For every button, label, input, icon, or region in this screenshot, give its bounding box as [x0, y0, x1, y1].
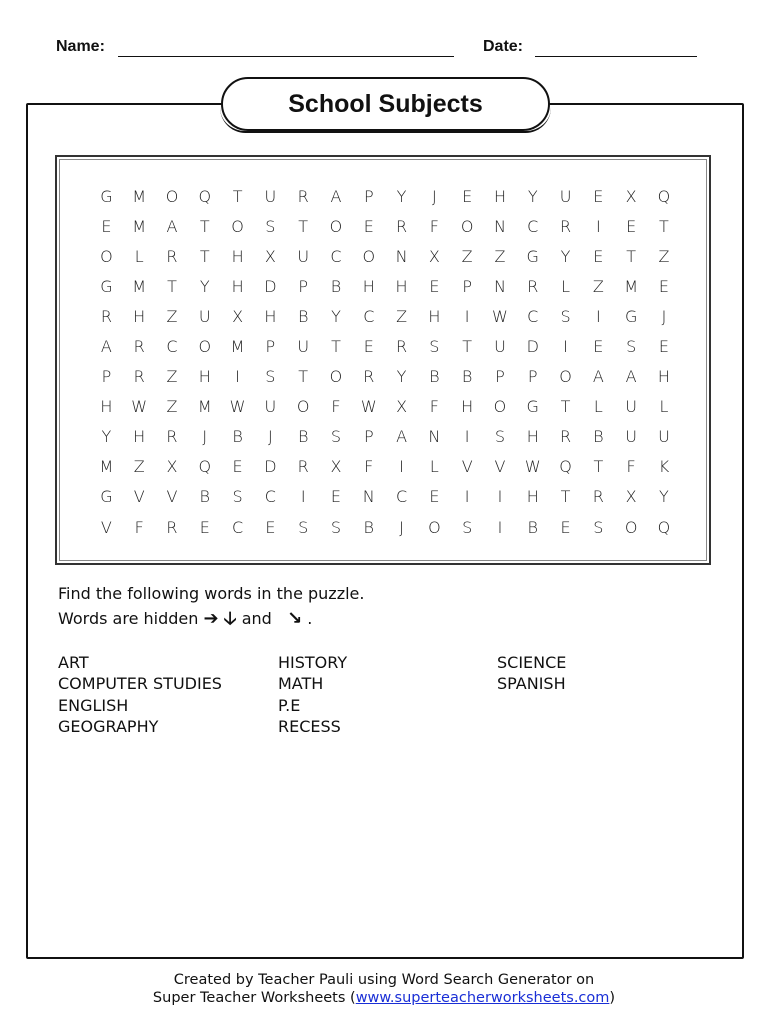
grid-letter: R: [297, 186, 309, 206]
instructions-period: .: [307, 609, 313, 628]
grid-letter: O: [428, 517, 441, 537]
grid-letter: S: [429, 337, 440, 357]
grid-letter: H: [526, 427, 539, 447]
grid-letter: F: [429, 216, 439, 236]
grid-letter: Z: [461, 246, 473, 266]
grid-letter: T: [462, 337, 473, 357]
grid-letter: I: [300, 487, 306, 507]
grid-letter: E: [462, 186, 473, 206]
name-label: Name:: [56, 38, 105, 55]
grid-letter: H: [461, 397, 474, 417]
grid-letter: M: [624, 276, 639, 296]
grid-letter: R: [559, 216, 572, 236]
grid-letter: R: [166, 246, 178, 266]
grid-letter: Z: [166, 306, 178, 326]
grid-letter: A: [592, 367, 604, 387]
grid-letter: P: [527, 367, 538, 387]
word-item: SCIENCE: [497, 653, 567, 672]
grid-letter: B: [232, 427, 243, 447]
word-item: HISTORY: [278, 653, 348, 672]
grid-letter: Z: [166, 367, 178, 387]
grid-letter: S: [593, 517, 604, 537]
grid-letter: O: [329, 216, 343, 236]
grid-row: [90, 301, 680, 331]
grid-letter: O: [624, 517, 638, 537]
grid-letter: X: [396, 397, 408, 417]
grid-row: [90, 482, 680, 512]
footer-link[interactable]: www.superteacherworksheets.com: [355, 990, 610, 1006]
grid-letter: T: [659, 216, 669, 236]
grid-letter: L: [134, 246, 144, 266]
grid-row: [90, 271, 680, 301]
grid-letter: M: [132, 276, 147, 296]
grid-letter: H: [133, 427, 146, 447]
grid-row: [90, 422, 680, 452]
grid-letter: H: [362, 276, 375, 296]
grid-letter: X: [264, 246, 276, 266]
grid-letter: E: [593, 186, 604, 206]
grid-letter: Y: [659, 487, 669, 507]
grid-letter: O: [493, 397, 507, 417]
grid-letter: T: [167, 276, 177, 296]
grid-letter: B: [363, 517, 375, 537]
grid-letter: W: [524, 457, 541, 477]
grid-letter: R: [396, 216, 408, 236]
grid-letter: H: [428, 306, 441, 326]
grid-letter: N: [428, 427, 441, 447]
grid-letter: E: [626, 216, 637, 236]
grid-letter: X: [232, 306, 244, 326]
grid-letter: H: [231, 276, 244, 296]
grid-letter: I: [595, 216, 601, 236]
grid-letter: Q: [198, 457, 212, 477]
grid-letter: M: [197, 397, 212, 417]
grid-letter: C: [330, 246, 342, 266]
grid-letter: B: [429, 367, 440, 387]
grid-letter: S: [626, 337, 637, 357]
word-list-column-3: [497, 652, 566, 695]
grid-letter: O: [559, 367, 572, 387]
grid-letter: E: [593, 246, 604, 266]
grid-letter: C: [527, 216, 539, 236]
grid-letter: H: [526, 487, 539, 507]
grid-letter: K: [658, 457, 670, 477]
grid-letter: H: [100, 397, 113, 417]
word-item: COMPUTER STUDIES: [58, 674, 222, 694]
grid-letter: O: [460, 216, 474, 236]
grid-letter: A: [396, 427, 408, 447]
grid-letter: O: [100, 246, 113, 266]
grid-letter: I: [497, 517, 503, 537]
grid-letter: H: [395, 276, 408, 296]
grid-letter: T: [560, 397, 571, 417]
grid-letter: C: [363, 306, 375, 326]
grid-letter: H: [133, 306, 146, 326]
grid-letter: T: [199, 216, 210, 236]
grid-letter: Z: [133, 457, 145, 477]
grid-letter: R: [363, 367, 375, 387]
grid-letter: I: [595, 306, 601, 326]
grid-letter: M: [230, 337, 245, 357]
grid-letter: M: [132, 186, 147, 206]
grid-letter: I: [235, 367, 240, 387]
grid-letter: J: [661, 306, 667, 326]
grid-letter: Z: [658, 246, 670, 266]
grid-letter: E: [232, 457, 243, 477]
grid-letter: B: [461, 367, 473, 387]
grid-letter: P: [363, 427, 374, 447]
grid-letter: I: [399, 457, 404, 477]
grid-letter: W: [492, 306, 508, 326]
grid-letter: E: [265, 517, 276, 537]
grid-letter: S: [560, 306, 571, 326]
grid-letter: S: [298, 517, 309, 537]
grid-letter: R: [100, 306, 112, 326]
word-item: P.E: [278, 695, 301, 715]
grid-letter: T: [199, 246, 210, 266]
header-row: [0, 38, 768, 62]
date-label: Date:: [483, 38, 524, 55]
grid-letter: Z: [494, 246, 506, 266]
grid-row: [90, 331, 680, 361]
grid-letter: L: [593, 397, 603, 417]
grid-letter: Y: [560, 246, 571, 266]
grid-letter: S: [265, 367, 276, 387]
grid-letter: I: [464, 487, 470, 507]
grid-letter: V: [461, 457, 473, 477]
grid-letter: R: [297, 457, 309, 477]
grid-letter: T: [298, 367, 309, 387]
grid-letter: P: [101, 367, 112, 387]
grid-letter: P: [298, 276, 308, 296]
instructions-line-1: Find the following words in the puzzle.: [58, 584, 365, 603]
grid-letter: W: [360, 397, 377, 417]
grid-letter: B: [297, 306, 309, 326]
grid-letter: N: [395, 246, 408, 266]
grid-letter: J: [268, 427, 273, 447]
grid-letter: W: [131, 397, 148, 417]
grid-row: [90, 362, 680, 392]
grid-letter: E: [658, 337, 669, 357]
grid-letter: R: [592, 487, 604, 507]
grid-letter: Q: [559, 457, 572, 477]
grid-letter: Y: [331, 306, 341, 326]
grid-letter: N: [362, 487, 375, 507]
grid-letter: F: [429, 397, 439, 417]
grid-letter: P: [462, 276, 472, 296]
grid-letter: U: [297, 246, 310, 266]
grid-letter: Q: [657, 517, 671, 537]
grid-letter: W: [229, 397, 246, 417]
grid-letter: Y: [199, 276, 210, 296]
grid-letter: U: [198, 306, 211, 326]
grid-letter: P: [495, 367, 505, 387]
instructions-and: and: [241, 609, 272, 628]
grid-letter: O: [165, 186, 179, 206]
grid-letter: O: [362, 246, 376, 266]
word-item: ART: [58, 653, 89, 672]
grid-letter: E: [363, 216, 374, 236]
grid-letter: R: [133, 337, 145, 357]
grid-letter: J: [399, 517, 404, 537]
word-item: RECESS: [278, 716, 341, 736]
footer-line-1: Created by Teacher Pauli using Word Search Generator on: [173, 972, 595, 988]
grid-letter: Y: [527, 186, 538, 206]
grid-letter: T: [298, 216, 309, 236]
grid-row: [90, 512, 680, 542]
grid-letter: X: [166, 457, 178, 477]
footer-suffix: ): [609, 990, 616, 1006]
grid-letter: B: [297, 427, 309, 447]
grid-letter: H: [198, 367, 211, 387]
grid-letter: O: [198, 337, 212, 357]
grid-letter: U: [658, 427, 670, 447]
grid-letter: V: [100, 517, 112, 537]
grid-letter: R: [166, 427, 178, 447]
word-search-grid: [90, 181, 680, 542]
grid-letter: E: [199, 517, 210, 537]
grid-letter: E: [363, 337, 374, 357]
grid-letter: A: [330, 186, 342, 206]
grid-letter: R: [133, 367, 145, 387]
word-item: ENGLISH: [58, 695, 129, 715]
grid-letter: E: [593, 337, 604, 357]
grid-row: [90, 452, 680, 482]
grid-letter: X: [330, 457, 342, 477]
grid-letter: A: [100, 337, 112, 357]
grid-letter: V: [133, 487, 145, 507]
grid-letter: D: [264, 457, 277, 477]
grid-letter: X: [625, 186, 637, 206]
grid-letter: P: [265, 337, 276, 357]
grid-letter: C: [395, 487, 408, 507]
grid-letter: F: [364, 457, 374, 477]
grid-letter: E: [101, 216, 112, 236]
grid-letter: S: [494, 427, 506, 447]
grid-letter: Q: [198, 186, 212, 206]
grid-letter: Q: [657, 186, 671, 206]
grid-letter: O: [296, 397, 310, 417]
grid-letter: U: [264, 186, 277, 206]
grid-letter: V: [494, 457, 506, 477]
grid-letter: X: [625, 487, 637, 507]
grid-letter: H: [493, 186, 506, 206]
grid-letter: G: [100, 186, 113, 206]
footer-prefix: Super Teacher Worksheets (: [152, 990, 356, 1006]
grid-letter: C: [232, 517, 244, 537]
grid-letter: J: [432, 186, 437, 206]
grid-letter: R: [527, 276, 539, 296]
grid-letter: S: [330, 517, 342, 537]
grid-letter: U: [297, 337, 310, 357]
grid-letter: Y: [396, 367, 407, 387]
grid-letter: I: [497, 487, 503, 507]
grid-letter: C: [264, 487, 276, 507]
grid-letter: U: [625, 427, 637, 447]
grid-letter: S: [462, 517, 473, 537]
grid-letter: S: [330, 427, 342, 447]
grid-letter: L: [561, 276, 571, 296]
grid-letter: I: [563, 337, 568, 357]
grid-letter: H: [657, 367, 670, 387]
grid-letter: B: [527, 517, 538, 537]
grid-letter: D: [526, 337, 539, 357]
grid-letter: R: [396, 337, 408, 357]
grid-letter: Z: [396, 306, 408, 326]
grid-letter: G: [526, 246, 539, 266]
grid-letter: E: [658, 276, 669, 296]
grid-letter: L: [429, 457, 439, 477]
grid-letter: F: [331, 397, 341, 417]
grid-letter: T: [593, 457, 604, 477]
word-list-column-1: [58, 652, 222, 737]
grid-letter: U: [559, 186, 572, 206]
grid-letter: V: [166, 487, 178, 507]
grid-letter: E: [330, 487, 342, 507]
grid-row: [90, 392, 680, 422]
grid-letter: A: [166, 216, 178, 236]
grid-letter: F: [134, 517, 144, 537]
grid-letter: I: [464, 306, 470, 326]
arrow-down-right-icon: ↘: [287, 608, 303, 629]
instructions-prefix: Words are hidden: [58, 609, 199, 628]
grid-letter: X: [428, 246, 440, 266]
grid-letter: P: [363, 186, 374, 206]
grid-letter: T: [626, 246, 637, 266]
grid-letter: U: [625, 397, 637, 417]
grid-letter: M: [99, 457, 114, 477]
date-field-line[interactable]: [535, 56, 697, 57]
grid-letter: E: [429, 276, 440, 296]
grid-letter: B: [593, 427, 604, 447]
grid-letter: R: [166, 517, 178, 537]
grid-letter: Y: [101, 427, 112, 447]
grid-letter: Z: [592, 276, 604, 296]
page-title: School Subjects: [221, 77, 550, 131]
grid-letter: A: [625, 367, 637, 387]
grid-letter: B: [199, 487, 211, 507]
name-field-line[interactable]: [118, 56, 454, 57]
grid-letter: E: [429, 487, 440, 507]
grid-letter: G: [624, 306, 638, 326]
grid-row: [90, 181, 680, 211]
word-list-column-2: [278, 652, 347, 737]
grid-letter: O: [231, 216, 244, 236]
grid-row: [90, 241, 680, 271]
grid-letter: M: [132, 216, 147, 236]
grid-letter: C: [166, 337, 178, 357]
grid-letter: G: [526, 397, 539, 417]
word-item: GEOGRAPHY: [58, 716, 159, 736]
grid-letter: C: [527, 306, 539, 326]
grid-letter: G: [100, 487, 113, 507]
footer-line-2: [0, 990, 768, 1006]
grid-letter: N: [493, 216, 506, 236]
grid-letter: J: [202, 427, 208, 447]
grid-letter: I: [464, 427, 470, 447]
arrow-right-icon: ➔: [203, 608, 219, 629]
grid-letter: N: [493, 276, 506, 296]
instructions-line-2: [58, 606, 312, 636]
grid-letter: T: [232, 186, 243, 206]
grid-letter: U: [494, 337, 506, 357]
grid-letter: G: [100, 276, 113, 296]
grid-letter: B: [330, 276, 342, 296]
grid-letter: Y: [396, 186, 407, 206]
grid-letter: E: [560, 517, 571, 537]
grid-letter: T: [331, 337, 341, 357]
grid-row: [90, 211, 680, 241]
grid-letter: Z: [166, 397, 178, 417]
grid-letter: H: [231, 246, 244, 266]
grid-letter: R: [559, 427, 572, 447]
grid-letter: S: [232, 487, 243, 507]
grid-letter: L: [659, 397, 669, 417]
grid-letter: H: [264, 306, 277, 326]
grid-letter: U: [264, 397, 277, 417]
grid-letter: F: [626, 457, 636, 477]
grid-letter: T: [560, 487, 571, 507]
grid-letter: S: [265, 216, 276, 236]
word-item: MATH: [278, 674, 324, 694]
grid-letter: O: [329, 367, 343, 387]
word-item: SPANISH: [497, 674, 566, 694]
grid-letter: D: [264, 276, 277, 296]
arrow-down-icon: 🡣: [223, 608, 237, 629]
